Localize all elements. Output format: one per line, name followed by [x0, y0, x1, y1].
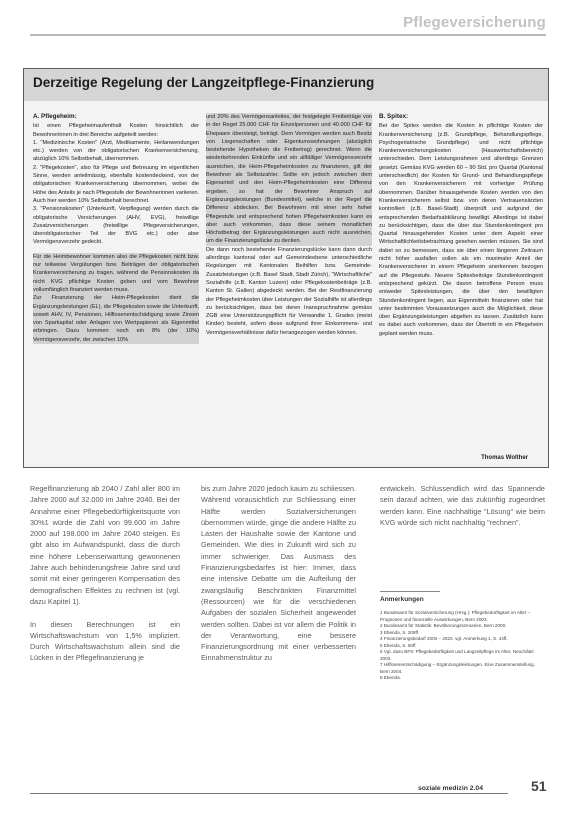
info-box-title: Derzeitige Regelung der Langzeitpflege-Finanzierung: [33, 75, 375, 90]
spitex-heading: B. Spitex:: [379, 113, 409, 120]
header-rule: [30, 34, 546, 36]
notes-rule: [380, 591, 440, 592]
paragraph: und 20% des Vermögensanteiles, der festgelegte Freibeträge von in der Regel 25.000 CHF für Einzelpersonen und 40.000 CHF für Ehepaare übersteigt, beträgt. Dem Vermögen werden auch Besitz von Liegenschaften oder Eigentumswohnungen (abzüglich bestehende Hypotheken die Freibetrag) gerechnet. Wenn die wiederkehrenden Einkünfte und ein allfälliger Vermögensverzehr ausreichen, die Heim-Pflegeheimkosten zu finanzieren, gilt der Bewohner als Selbstzahler. Sollte ein jedoch zwischen dem Eigenanteil und den Heim-Pflegeheimkosten eine Differenz ergeben, so hat der Bewohner Anspruch auf Ergänzungsleistungen (Bundesmittel), welche in der Regel die Differenz abdecken. Bei Bewohnern mit einer sehr hoher Pflegestufe und entsprechend hohen Pflegeheimkosten kann es aber auch vorkommen, dass diese seinem monatlichen Höchstbetrag der Ergänzungsleistungen auch nicht ausreichen, um die Finanzierungslücke zu decken.: [206, 114, 372, 245]
paragraph: Ist einen Pflegeheimaufenthalt Kosten hinsichtlich der Bewohnerinnen in drei Bereiche aufgeteilt werden:: [33, 123, 199, 138]
pflegeheim-heading: A. Pflegeheim:: [33, 113, 77, 120]
info-box-titlebar: [24, 69, 548, 101]
note-item: 1 Bundesamt für Sozialversicherung (Hrsg.): Pflegebedürftigkeit im Alter – Prognosen und finanzielle Auswirkungen, Bern 2003.: [380, 610, 531, 622]
magazine-name: soziale medizin 2.04: [418, 785, 483, 792]
note-item: 6 Vgl. dazu BFS: Pflegebedürftigkeit und Langzeitpflege im Alter, Neuchâtel 2003.: [380, 649, 534, 661]
body-column-3: entwickeln. Schlussendlich wird das Spannende sein darauf achten, wie das zukünftig zugeordnet werden kann. Eine nachhaltige "Lösung" wie beim KVG würde sich nicht nachhaltig "rechnen".: [380, 484, 545, 527]
page-number: 51: [531, 778, 547, 794]
info-box-column-pflegeheim: [33, 113, 199, 463]
notes-title: Anmerkungen: [380, 596, 424, 603]
body-column-1: Regelfinanzierung ab 2040 / Zahl aller 800 im Jahre 2000 auf 32.000 im Jahre 2040. Bei der Annahme einer Pflegebedürftigkeitsquote von 30%1 würde die Zahl von 99.600 im Jahre 2000 auf 198.000 im Jahre 2040 steigen. Es gibt also im Aufwandspunkt, dass die durch eine höhere Lebenserwartung gewonnenen Jahre auch behinderungsfreie Jahre sind und somit mit einer geringeren Kompensation des demografischen Effektes zu rechnen ist (vgl. dazu Kapitel 1). In diesen Berechnungen ist ein Wirtschaftswachstum von 1,5% impliziert. Durch Wirtschaftswachstum allein sind die Lücken in der Pflegefinanzierung je: [30, 484, 180, 663]
note-item: 5 Ebenda, S. 50ff.: [380, 642, 417, 648]
footer-rule: [30, 793, 508, 794]
note-item: 8 Ebenda.: [380, 675, 401, 680]
note-item: 3 Ebenda, S. 208ff.: [380, 629, 420, 635]
note-item: 4 Finanzierungsbedarf 2000 – 2020, vgl. Anmerkung 1, S. 44ff.: [380, 636, 508, 641]
section-title: Pflegeversicherung: [403, 14, 546, 31]
note-item: 7 Hilflosenentschädigung – Ergänzungsleistungen. Eine Zusammenstellung. Bern 2004.: [380, 662, 536, 674]
body-column-2: bis zum Jahre 2020 jedoch kaum zu schliessen. Während vorausichtlich zur Schliessung einer Hälfte werden Sozialversicherungen übernommen würde, ginge die andere Hälfte zu Lasten der Haushalte sowie der Kantone und Gemeinden. Wie dies in Zukunft wird sich zu immer schwieriger. Das Ausmass des Finanzierungsbedarfes ist hier: Immer, dass eine intensive Debatte um die Aufteilung der zwangsläufig Beschränkten Finanzmittel (Ressourcen) wie für die verschiedenen Aufgaben der sozialen Sicherheit angewendet werden sollten. Dabei ist vor allem die Politik in der Verantwortung, eine bessere Finanzierungsordnung mit einer verbesserten Einnahmenstruktur zu: [201, 484, 356, 663]
paragraph: 2. "Pflegekosten", also für Pflege und Betreuung im eigentlichen Sinne, werden anteilmässig, ebenfalls kostendeckend, von der obligatorischen Krankenversicherung übernommen, wobei die Höhe des Anteils je nach Pflegestufe der Bewohnerinnen variieren. Auch hier werden 10% Selbstbehalt berechnet.: [33, 164, 199, 204]
paragraph: Zur Finanzierung der Heim-Pflegekosten dient die Ergänzungsleistungen (EL), die Pflegekosten sowie die Unterkunft, soweit AHV, IV, Pensionen, Hilflosenentschädigung sowie Zinsen von Sparkapital oder Anlagen von Wertpapieren als Eigenmittel erbringen. Dazu kommen noch ein 8% (der 10%) Vermögensverzehr, der zwischen 10%: [33, 295, 199, 343]
paragraph: 3. "Pensionskosten" (Unterkunft, Verpflegung) werden durch die obligatorische Versicherungen (AHV, EVG), freiwillige Zusatzversicherungen (freiwillige Pflegeversicherungen, überobligatorischer Teil der BVG etc.) oder aber Vermögensverzehr gedeckt.: [33, 206, 199, 246]
info-box: [23, 68, 549, 468]
note-item: 2 Bundesamt für Statistik: Bevölkerungsszenarien, Bern 2000.: [380, 623, 507, 628]
info-box-column-spitex: [379, 113, 543, 463]
info-box-column-middle: [206, 113, 372, 463]
paragraph: 1. "Medizinische Kosten" (Arzt, Medikamente, Heilanwendungen etc.) werden von der obligatorischen Krankenversicherung, abzüglich 10% Selbstbehalt, übernommen.: [33, 139, 199, 163]
paragraph: Für die Heimbewohner kommen also die Pflegekosten nicht bzw. nur teilweise Vergütungen bzw. Beiträgen der obligatorischen Krankenversicherung zu tragen, während die Pensionskosten da nicht KVG pflichtige Kosten geben und vom Bewohner vollumfänglich finanziert werden muss.: [33, 253, 199, 293]
paragraph: Bei der Spitex werden die Kosten in pflichtige Kosten der Krankenversicherung (z.B. Grundpflege, Behandlungspflege, Psychogeriatrische Grundpflege) und nicht pflichtige Krankenversicherungskosten (Hauswirtschaftsbereich) unterschieden. Dem Leistungsrahmen und allerdings Grenzen gesetzt. Gemäss KVG werden 60 – 90 Std. pro Quartal (Kantonal unterschiedlich) der Kosten für Grund- und Behandlungspflege von den Krankenversicherern mit vorheriger Prüfung übernommen. Darüber hinausgehende Kosten werden von den Krankenversicherern selbst bzw. von deren Vertrauensärzten kontrolliert (z.B. Basel-Stadt) überprüft und aufgrund der entsprechenden Bedarfsabklärung bewilligt. Allerdings ist dabei zu berücksichtigen, dass die über das Stundenkontingent pro Quartal hinausgehenden Kosten unter dem Aspekt einer Wirtschaftlichkeitsbetrachtung gesehen werden müssen. Sie sind dabei so zu bemessen, dass sie über einen längeren Zeitraum nicht höher ausfallen sollen als ein maximaler Anteil der Krankenversicherer in einem Pflegeheim anerkennen bezogen auf die Pflegestufe. Neuere Spitexbeiträge Stundenkontingent entsprechend gekürzt. Die davon betroffene Person muss entweder Spitexleistungen, die über den bewilligten Stundenkontingent liegen, aus Eigenmitteln finanzieren oder hat unter bestimmten Voraussetzungen auch die Möglichkeit, diese über Ergänzungsleistungen abgelten zu lassen. Zusätzlich kann es dabei auch vorkommen, dass der Übertritt in ein Pflegeheim geplant werden muss.: [379, 123, 543, 337]
author-name: Thomas Wolther: [481, 455, 528, 461]
paragraph: Die dann noch bestehende Finanzierungslücke kann dann durch allerdings kantonal oder auf Gemeindeebene unterschiedliche Regelungen mit Kantonalen Beihilfen bzw. Gemeinde-Zusatzleistungen (z.B. Basel Stadt, Stadt Zürich), "Wirtschaftliche" Sozialhilfe (z.B. Kanton Luzern) oder Pflegekostenbeiträge (z.B. Kanton St. Gallen) abgedeckt werden. Bei der Restfinanzierung der Pflegeheimkosten über Leistungen der Sozialhilfe ist allerdings zu berücksichtigen, dass bei deren Inanspruchnahme gemäss ZGB eine Unterstützungspflicht für Verwandte 1. Grades (meist Kinder) besteht, sofern diese aufgrund ihrer Einkommens- und Vermögensverhältnisse dafür herangezogen werden können.: [206, 246, 372, 336]
notes-list: [380, 610, 545, 682]
